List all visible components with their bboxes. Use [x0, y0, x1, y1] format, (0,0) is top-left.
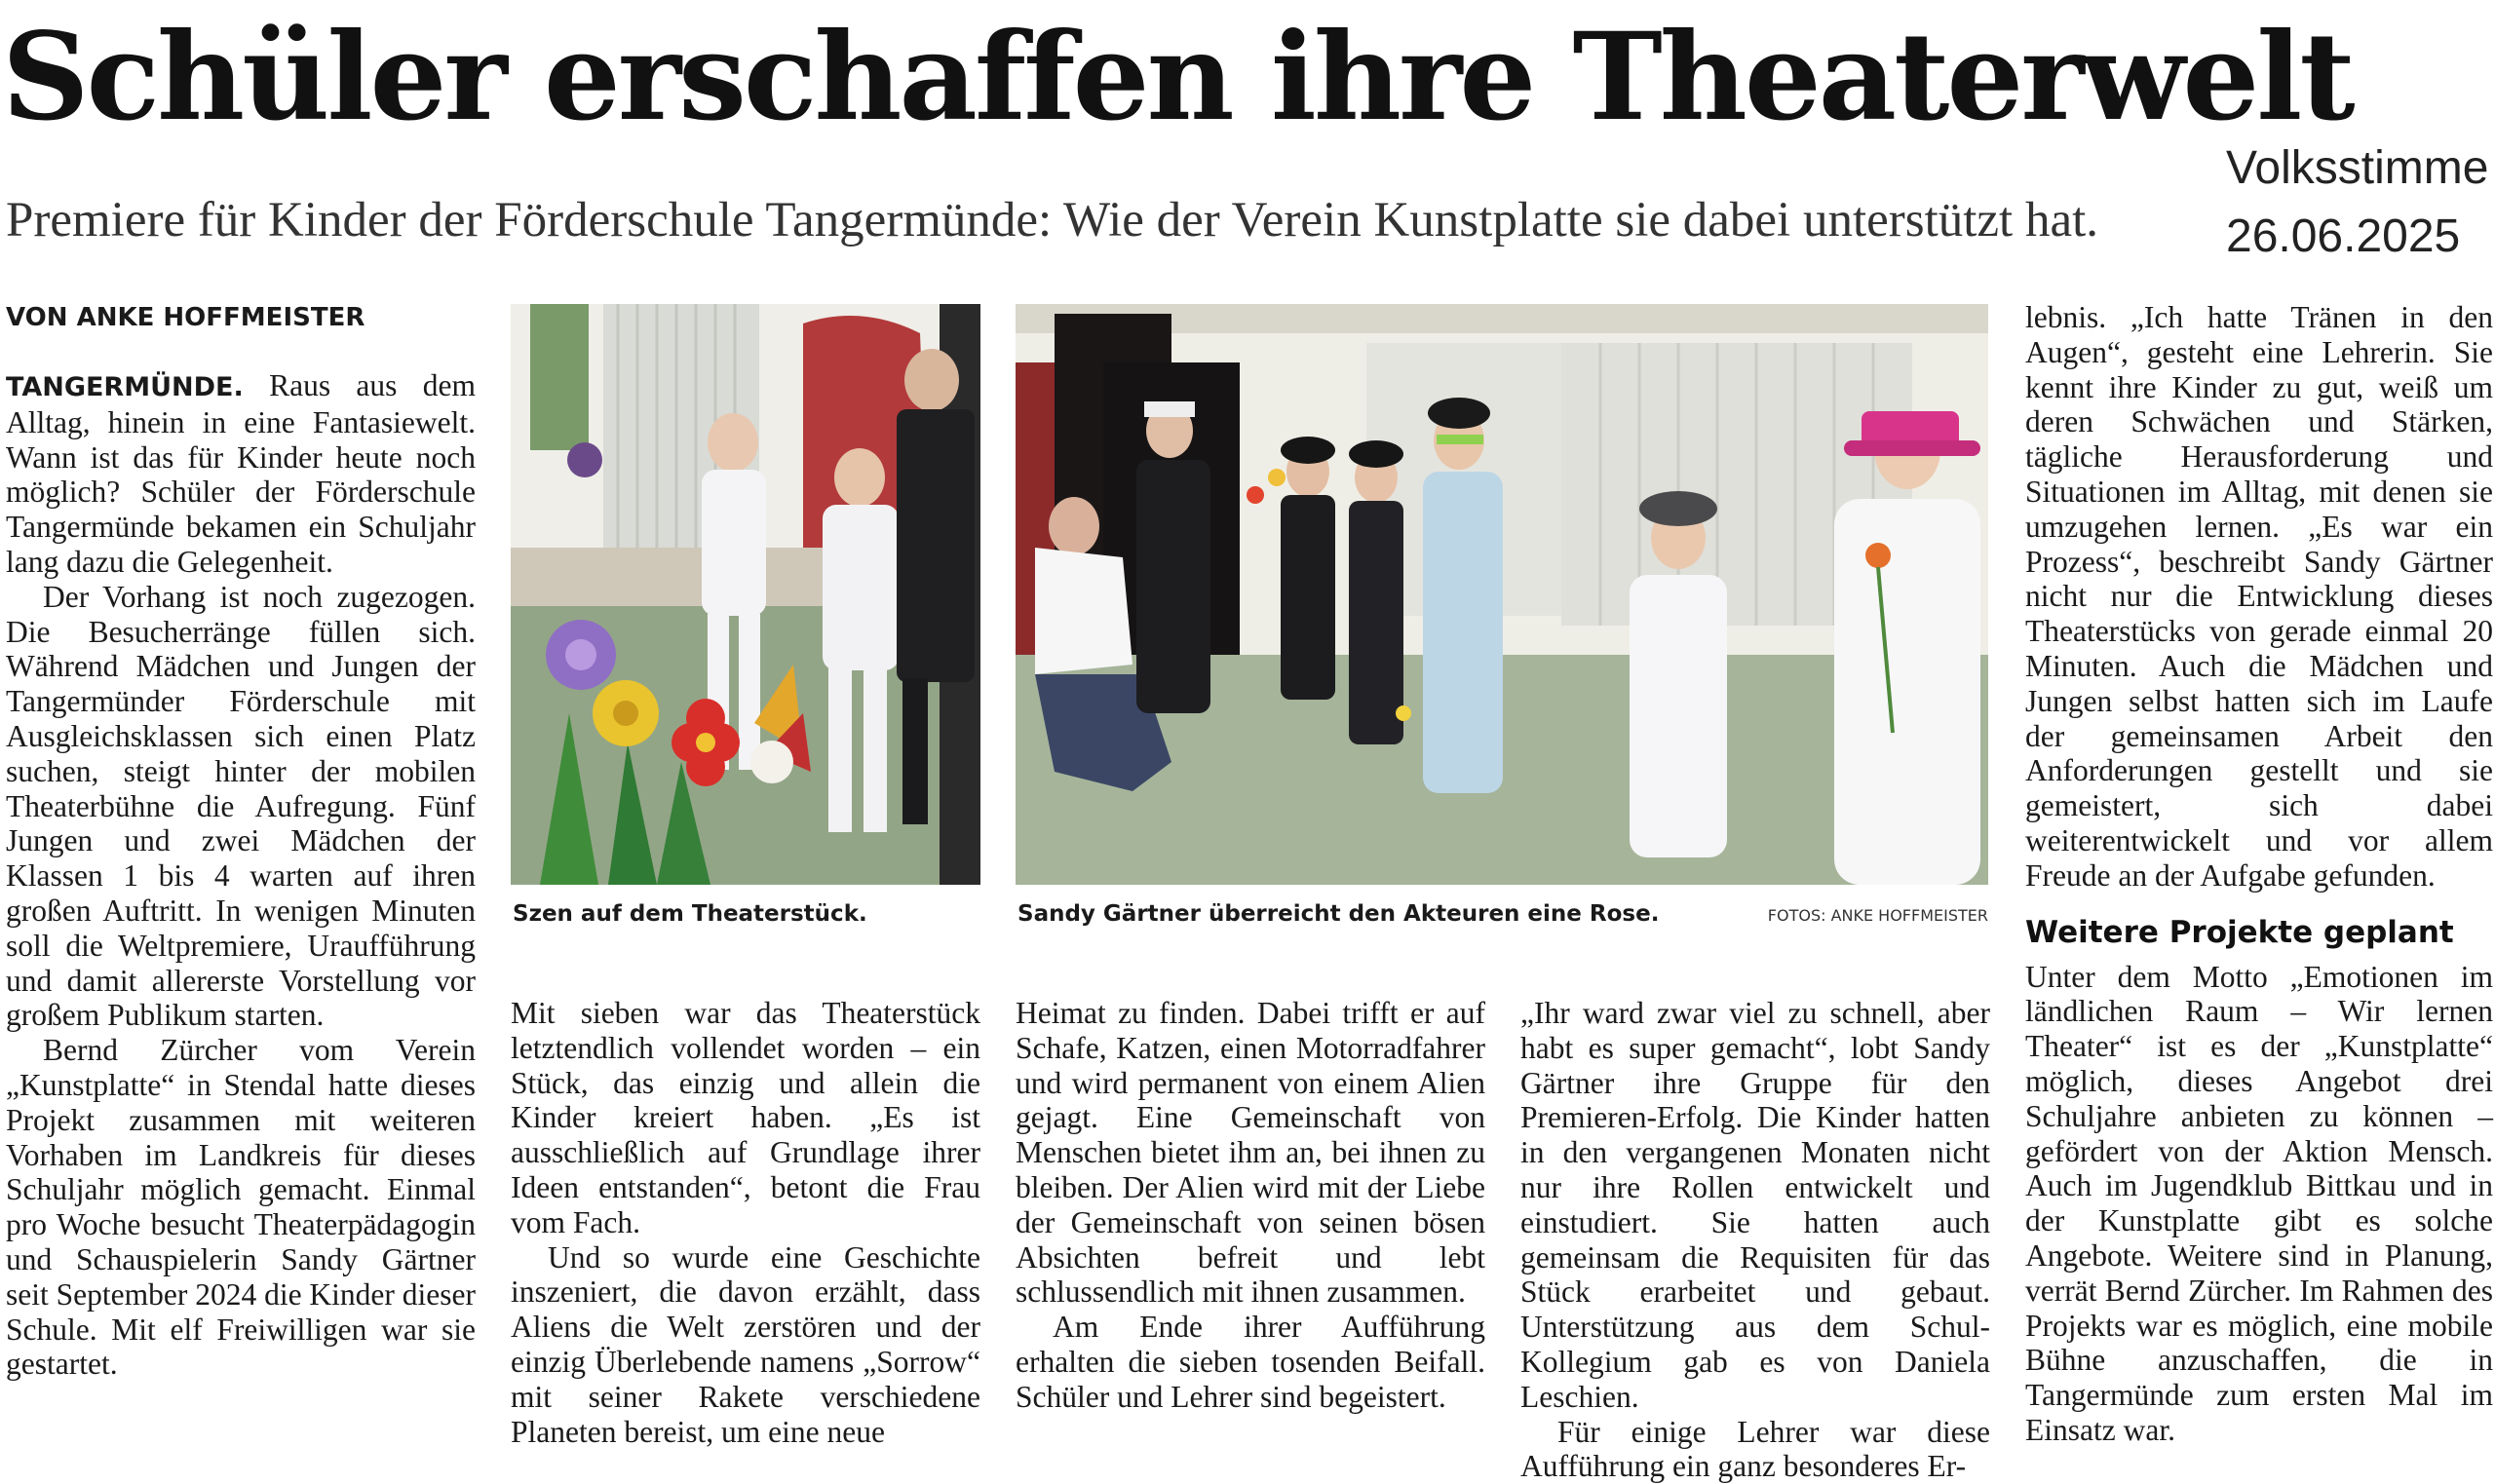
article-column-2 — [511, 996, 980, 1462]
headline: Schüler erschaffen ihre Theaterwelt — [2, 7, 2353, 148]
photo-caption-2: Sandy Gärtner überreicht den Akteuren eine Rose. — [1017, 901, 1660, 927]
article-column-5 — [2025, 300, 2493, 1462]
paragraph: Unter dem Motto „Emotionen im ländlichen Raum – Wir lernen Theater“ ist es der „Kunstplatte“ möglich, dieses Angebot drei Schuljahre anbieten zu können – gefördert von der Aktion Mensch. Auch im Jugendklub Bittkau und in der Kunstplatte gibt es solche Angebote. Weitere sind in Planung, verrät Bernd Zürcher. Im Rahmen des Projekts war es möglich, eine mobile Bühne anzuschaffen, die in Tangermünde zum ersten Mal im Einsatz war. — [2025, 959, 2493, 1447]
paragraph: Mit sieben war das Theaterstück letztendlich vollendet worden – ein Stück, das einzig und allein die Kinder kreiert haben. „Es ist ausschließlich auf Grundlage ihrer Ideen entstanden“, betont die Frau vom Fach. — [511, 996, 980, 1239]
photo-stage-scene — [511, 304, 980, 885]
photo-stage-scene-image — [511, 304, 980, 885]
photo-caption-1: Szen auf dem Theaterstück. — [513, 901, 867, 927]
photo-credit: FOTOS: ANKE HOFFMEISTER — [1767, 906, 1988, 925]
dateline: TANGERMÜNDE. — [6, 372, 244, 402]
lead-text: Raus aus dem Alltag, hinein in eine Fantasiewelt. Wann ist das für Kinder heute noch möglich? Schüler der Förderschule Tangermünde bekamen ein Schuljahr lang dazu die Gelegenheit. — [6, 368, 476, 579]
newspaper-name: Volksstimme — [2226, 142, 2489, 194]
article-column-4 — [1520, 996, 1990, 1484]
paragraph: Für einige Lehrer war diese Aufführung ein ganz besonderes Er- — [1520, 1414, 1990, 1484]
byline: VON ANKE HOFFMEISTER — [6, 303, 365, 332]
paragraph: Und so wurde eine Geschichte inszeniert, die davon erzählt, dass Aliens die Welt zerstören und der einzig Überlebende namens „Sorrow“ mit seiner Rakete verschiedene Planeten bereist, um eine neue — [511, 1239, 980, 1449]
photo-rose-scene-image — [1016, 304, 1988, 885]
article-column-1 — [6, 368, 476, 1458]
paragraph: Bernd Zürcher vom Verein „Kunstplatte“ in Stendal hatte dieses Projekt zusammen mit weiteren Vorhaben im Landkreis für dieses Schuljahr möglich gemacht. Einmal pro Woche besucht Theaterpädagogin und Schauspielerin Sandy Gärtner seit September 2024 die Kinder dieser Schule. Mit elf Freiwilligen war sie gestartet. — [6, 1033, 476, 1382]
article-column-3 — [1016, 996, 1485, 1462]
paragraph: Am Ende ihrer Aufführung erhalten die sieben tosenden Beifall. Schüler und Lehrer sind begeistert. — [1016, 1310, 1485, 1414]
paragraph: Der Vorhang ist noch zugezogen. Die Besucherränge füllen sich. Während Mädchen und Jungen der Tangermünder Förderschule mit Ausgleichsklassen sich einen Platz suchen, steigt hinter der mobilen Theaterbühne die Aufregung. Fünf Jungen und zwei Mädchen der Klassen 1 bis 4 warten auf ihren großen Auftritt. In wenigen Minuten soll die Weltpremiere, Uraufführung und damit allererste Vorstellung vor großem Publikum starten. — [6, 579, 476, 1033]
section-subhead: Weitere Projekte geplant — [2025, 914, 2454, 950]
paragraph: lebnis. „Ich hatte Tränen in den Augen“, gesteht eine Lehrerin. Sie kennt ihre Kinder zu gut, weiß um deren Schwächen und Stärken, tägliche Herausforderung und Situationen im Alltag, mit denen sie umzugehen lernen. „Es war ein Prozess“, beschreibt Sandy Gärtner nicht nur die Entwicklung dieses Theaterstücks von gerade einmal 20 Minuten. Auch die Mädchen und Jungen selbst hatten sich im Laufe der gemeinsamen Arbeit den Anforderungen gestellt und sie gemeistert, sich dabei weiterentwickelt und vor allem Freude an der Aufgabe gefunden. — [2025, 300, 2493, 893]
paragraph: Heimat zu finden. Dabei trifft er auf Schafe, Katzen, einen Motorradfahrer und wird permanent von einem Alien gejagt. Eine Gemeinschaft von Menschen bietet ihm an, bei ihnen zu bleiben. Der Alien wird mit der Liebe der Gemeinschaft von seinen bösen Absichten befreit und lebt schlussendlich mit ihnen zusammen. — [1016, 996, 1485, 1310]
photo-rose-scene — [1016, 304, 1988, 885]
lead-paragraph — [6, 368, 476, 580]
publication-date: 26.06.2025 — [2226, 210, 2461, 262]
subheadline: Premiere für Kinder der Förderschule Tangermünde: Wie der Verein Kunstplatte sie dabei unterstützt hat. — [6, 193, 2099, 247]
paragraph: „Ihr ward zwar viel zu schnell, aber habt es super gemacht“, lobt Sandy Gärtner ihre Gruppe für den Premieren-Erfolg. Die Kinder hatten in den vergangenen Monaten nicht nur ihre Rollen entwickelt und einstudiert. Sie hatten auch gemeinsam die Requisiten für das Stück erarbeitet und gebaut. Unterstützung aus dem Schul-Kollegium gab es von Daniela Leschien. — [1520, 996, 1990, 1414]
